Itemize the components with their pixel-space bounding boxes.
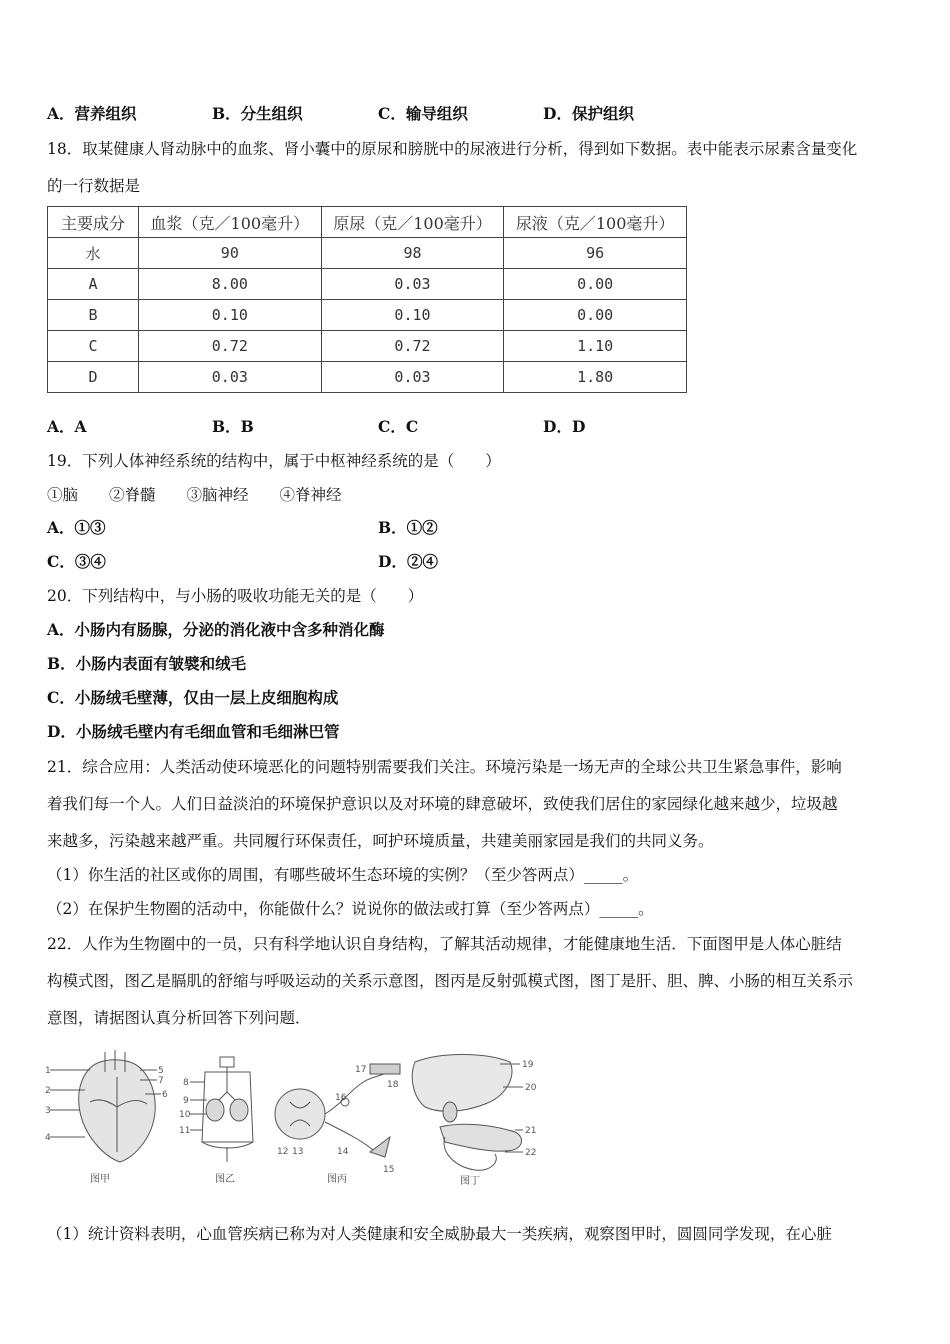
table-cell: B	[48, 300, 139, 331]
q19-option-b: B．①②	[378, 518, 438, 537]
table-cell: 0.10	[321, 300, 504, 331]
figure-label-7: 7	[158, 1076, 164, 1086]
figure-label-21: 21	[525, 1126, 537, 1136]
q18-option-b: B．B	[212, 417, 254, 436]
figure-label-6: 6	[162, 1090, 168, 1100]
q18-option-d: D．D	[543, 417, 586, 436]
q19-items: ①脑 ②脊髓 ③脑神经 ④脊神经	[47, 486, 342, 504]
table-row	[48, 238, 687, 269]
q22-paragraph-line2: 构模式图，图乙是膈肌的舒缩与呼吸运动的关系示意图，图丙是反射弧模式图，图丁是肝、胆、脾、小肠的相互关系示	[47, 972, 854, 990]
table-cell: 0.00	[504, 300, 687, 331]
q17-option-c: C．输导组织	[378, 104, 468, 123]
figure-label-19: 19	[522, 1060, 534, 1070]
figure-label-5: 5	[158, 1066, 164, 1076]
q21-subquestion-1: （1）你生活的社区或你的周围，有哪些破坏生态环境的实例？（至少答两点）_____。	[47, 866, 639, 884]
figure-label-18: 18	[387, 1080, 399, 1090]
table-row	[48, 362, 687, 393]
q20-option-d: D．小肠绒毛壁内有毛细血管和毛细淋巴管	[47, 722, 340, 741]
table-cell: C	[48, 331, 139, 362]
table-cell: 0.00	[504, 269, 687, 300]
q22-paragraph-line3: 意图，请据图认真分析回答下列问题．	[47, 1009, 311, 1027]
digestive-organs-diagram	[412, 1055, 523, 1171]
q20-option-a: A．小肠内有肠腺，分泌的消化液中含多种消化酶	[47, 620, 385, 639]
reflex-arc-diagram	[275, 1064, 400, 1157]
q19-option-c: C．③④	[47, 552, 106, 571]
figure-label-4: 4	[45, 1133, 51, 1143]
table-cell: 98	[321, 238, 504, 269]
figure-label-16: 16	[335, 1093, 347, 1103]
table-header-cell: 主要成分	[48, 207, 139, 238]
figure-label-12: 12	[277, 1147, 289, 1157]
table-cell: A	[48, 269, 139, 300]
table-header-cell: 血浆（克／100毫升）	[139, 207, 322, 238]
figure-label-8: 8	[183, 1078, 189, 1088]
q19-option-d: D．②④	[378, 552, 438, 571]
figure-label-17: 17	[355, 1065, 367, 1075]
figure-label-9: 9	[183, 1096, 189, 1106]
q18-stem-line1: 18．取某健康人肾动脉中的血浆、肾小囊中的原尿和膀胱中的尿液进行分析，得到如下数据。表中能表示尿素含量变化	[47, 140, 858, 158]
q20-stem: 20．下列结构中，与小肠的吸收功能无关的是（ ）	[47, 587, 424, 605]
table-cell: 0.72	[139, 331, 322, 362]
figure-label-2: 2	[45, 1086, 51, 1096]
q18-option-c: C．C	[378, 417, 419, 436]
table-cell: 8.00	[139, 269, 322, 300]
q20-option-c: C．小肠绒毛壁薄，仅由一层上皮细胞构成	[47, 688, 339, 707]
table-cell: 0.03	[139, 362, 322, 393]
figure-caption-yi: 图乙	[215, 1174, 235, 1185]
q20-option-b: B．小肠内表面有皱襞和绒毛	[47, 654, 247, 673]
table-cell: 1.80	[504, 362, 687, 393]
q18-option-a: A．A	[47, 417, 87, 436]
figure-label-3: 3	[45, 1106, 51, 1116]
table-cell: D	[48, 362, 139, 393]
table-row	[48, 331, 687, 362]
q21-paragraph-line2: 着我们每一个人。人们日益淡泊的环境保护意识以及对环境的肆意破坏，致使我们居住的家园绿化越来越少，垃圾越	[47, 795, 838, 813]
figure-label-14: 14	[337, 1147, 349, 1157]
table-header-row	[48, 207, 687, 238]
figure-label-15: 15	[383, 1165, 395, 1175]
table-header-cell: 尿液（克／100毫升）	[504, 207, 687, 238]
table-cell: 水	[48, 238, 139, 269]
q18-stem-line2: 的一行数据是	[47, 177, 141, 195]
table-cell: 0.72	[321, 331, 504, 362]
q22-paragraph-line1: 22．人作为生物圈中的一员，只有科学地认识自身结构，了解其活动规律，才能健康地生活．下面图甲是人体心脏结	[47, 935, 842, 953]
q19-stem: 19．下列人体神经系统的结构中，属于中枢神经系统的是（ ）	[47, 452, 501, 470]
table-cell: 0.03	[321, 362, 504, 393]
figure-caption-jia: 图甲	[90, 1174, 110, 1185]
table-header-cell: 原尿（克／100毫升）	[321, 207, 504, 238]
table-cell: 90	[139, 238, 322, 269]
q17-option-a: A．营养组织	[47, 104, 137, 123]
heart-diagram	[50, 1050, 161, 1162]
q21-subquestion-2: （2）在保护生物圈的活动中，你能做什么？说说你的做法或打算（至少答两点）_____。	[47, 900, 654, 918]
table-row	[48, 269, 687, 300]
figure-caption-bing: 图丙	[327, 1174, 347, 1185]
q21-paragraph-line3: 来越多，污染越来越严重。共同履行环保责任，呵护环境质量，共建美丽家园是我们的共同义务。	[47, 832, 714, 850]
q17-option-d: D．保护组织	[543, 104, 634, 123]
table-cell: 0.10	[139, 300, 322, 331]
figure-label-20: 20	[525, 1083, 537, 1093]
table-cell: 0.03	[321, 269, 504, 300]
bell-jar-diagram	[190, 1057, 253, 1162]
q21-paragraph-line1: 21．综合应用：人类活动使环境恶化的问题特别需要我们关注。环境污染是一场无声的全球公共卫生紧急事件，影响	[47, 758, 842, 776]
q22-subquestion-1: （1）统计资料表明，心血管疾病已称为对人类健康和安全威胁最大一类疾病，观察图甲时，圆圆同学发现，在心脏	[47, 1225, 832, 1243]
q18-data-table	[47, 206, 687, 393]
figure-caption-ding: 图丁	[460, 1176, 480, 1187]
table-cell: 96	[504, 238, 687, 269]
figure-label-1: 1	[45, 1066, 51, 1076]
figure-label-22: 22	[525, 1148, 537, 1158]
table-cell: 1.10	[504, 331, 687, 362]
table-row	[48, 300, 687, 331]
q19-option-a: A．①③	[47, 518, 106, 537]
figure-label-10: 10	[179, 1110, 191, 1120]
q22-figure-diagrams	[45, 1042, 545, 1192]
q17-option-b: B．分生组织	[212, 104, 303, 123]
figure-label-11: 11	[179, 1126, 191, 1136]
figure-label-13: 13	[292, 1147, 304, 1157]
